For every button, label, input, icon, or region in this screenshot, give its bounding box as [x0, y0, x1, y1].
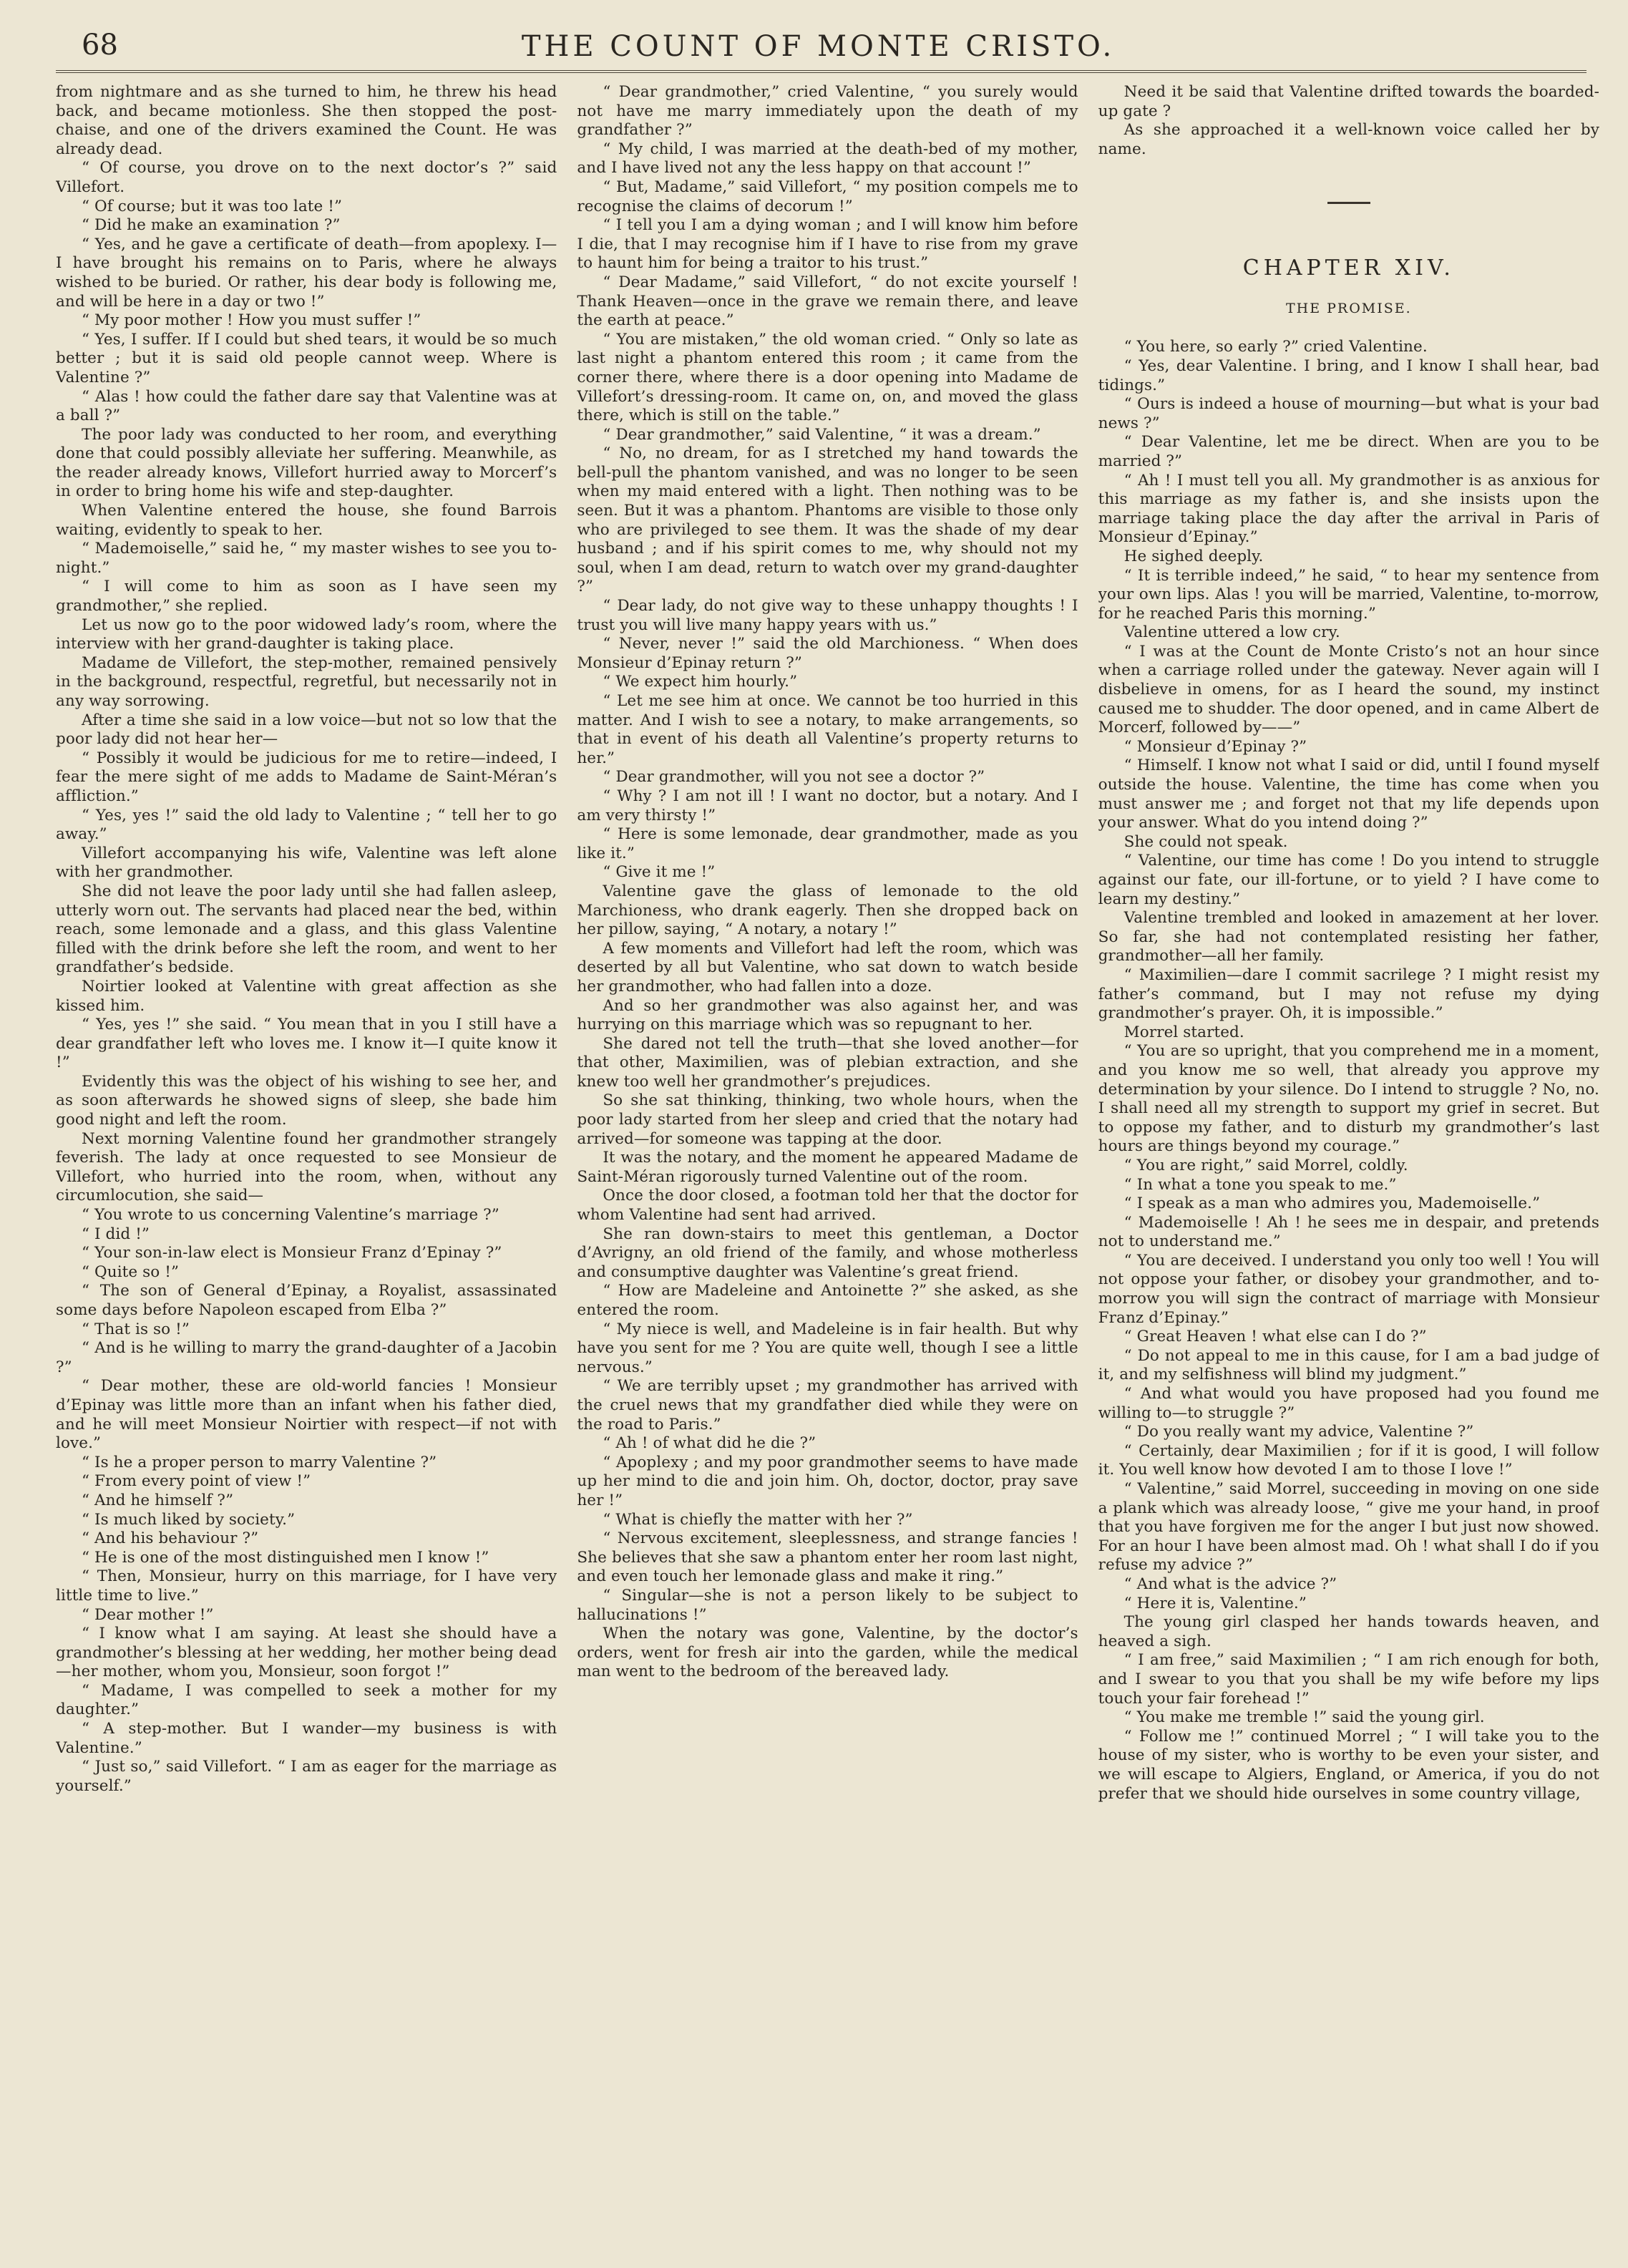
paragraph: “ Here is some lemonade, dear grandmother, made as you like it.”: [577, 825, 1078, 862]
running-title: THE COUNT OF MONTE CRISTO.: [521, 30, 1116, 63]
paragraph: “ Yes, and he gave a certificate of death—from apoplexy. I—I have brought his remains on to Paris, where he always wished to be buried. Or rather, his dear body is following me, and will be here in a day or two !”: [56, 235, 557, 311]
column-left: [56, 83, 557, 2254]
column-right: [1098, 83, 1599, 2254]
paragraph: “ Great Heaven ! what else can I do ?”: [1123, 1328, 1427, 1346]
paragraph: “ You are right,” said Morrel, coldly.: [1123, 1156, 1408, 1174]
paragraph: “ Here it is, Valentine.”: [1123, 1594, 1307, 1612]
paragraph: “ A step-mother. But I wander—my business is with Valentine.”: [56, 1720, 557, 1757]
paragraph: Madame de Villefort, the step-mother, remained pensively in the background, respectful, regretful, but necessarily not in any way sorrowing.: [56, 653, 557, 710]
paragraph: After a time she said in a low voice—but not so low that the poor lady did not hear her—: [56, 711, 557, 749]
paragraph: “ My niece is well, and Madeleine is in fair health. But why have you sent for me ? You are quite well, though I see a little nervous.”: [577, 1320, 1078, 1376]
page-number: 68: [82, 29, 118, 62]
paragraph: “ Dear grandmother, will you not see a doctor ?”: [603, 768, 985, 787]
paragraph: “ What is chiefly the matter with her ?”: [603, 1510, 913, 1529]
paragraph: “ I tell you I am a dying woman ; and I will know him before I die, that I may recognise him if I have to rise from my grave to haunt him for being a traitor to his trust.”: [577, 216, 1078, 273]
paragraph: Villefort accompanying his wife, Valentine was left alone with her grandmother.: [56, 844, 557, 882]
paragraph: “ I did !”: [82, 1225, 150, 1243]
paragraph: “ Do not appeal to me in this cause, for I am a bad judge of it, and my selfishness will blind my judgment.”: [1098, 1346, 1599, 1384]
paragraph: “ No, no dream, for as I stretched my hand towards the bell-pull the phantom vanished, and was no longer to be seen when my maid entered with a light. Then nothing was to be seen. But it was a phantom. Phantoms are visible to those only who are privileged to see them. It was the shade of my dear husband ; and if his spirit comes to me, why should not my soul, when I am dead, return to watch over my grand-daughter ?”: [577, 444, 1078, 596]
paragraph: “ And he himself ?”: [82, 1491, 234, 1509]
paragraph: “ Dear lady, do not give way to these unhappy thoughts ! I trust you will live many happy years with us.”: [577, 597, 1078, 634]
column-middle: [577, 83, 1078, 2254]
paragraph: “ Is he a proper person to marry Valentine ?”: [82, 1453, 437, 1471]
paragraph: Need it be said that Valentine drifted towards the boarded-up gate ?: [1098, 83, 1599, 120]
paragraph: “ And what is the advice ?”: [1123, 1575, 1337, 1593]
paragraph: So she sat thinking, thinking, two whole hours, when the poor lady started from her sleep and cried that the notary had arrived—for someone was tapping at the door.: [577, 1091, 1078, 1148]
header-rule: [56, 70, 1586, 73]
paragraph: “ Mademoiselle ! Ah ! he sees me in despair, and pretends not to understand me.”: [1098, 1213, 1599, 1251]
paragraph: “ Ah ! I must tell you all. My grandmother is as anxious for this marriage as my father is, and she insists upon the marriage taking place the day after the arrival in Paris of Monsieur d’Epinay.”: [1098, 471, 1599, 547]
paragraph: “ Monsieur d’Epinay ?”: [1123, 737, 1307, 756]
paragraph: Let us now go to the poor widowed lady’s room, where the interview with her grand-daughter is taking place.: [56, 615, 557, 653]
paragraph: “ Dear mother !”: [82, 1605, 214, 1624]
paragraph: “ You are so upright, that you comprehend me in a moment, and you know me so well, that already you approve my determination by your silence. Do I intend to struggle ? No, no. I shall need all my strength to support my grief in secret. But to oppose my father, and to disturb my grandmother’s last hours are things beyond my courage.”: [1098, 1042, 1599, 1156]
paragraph: When Valentine entered the house, she found Barrois waiting, evidently to speak to her.: [56, 502, 557, 539]
paragraph: “ That is so !”: [82, 1320, 190, 1338]
paragraph: Noirtier looked at Valentine with great affection as she kissed him.: [56, 977, 557, 1015]
paragraph: “ Valentine,” said Morrel, succeeding in moving on one side a plank which was already loose, “ give me your hand, in proof that you have forgiven me for the anger I but just now showed. For an hour I have been almost mad. Oh ! what shall I do if you refuse my advice ?”: [1098, 1480, 1599, 1575]
paragraph: “ I will come to him as soon as I have seen my grandmother,” she replied.: [56, 578, 557, 615]
paragraph: “ Maximilien—dare I commit sacrilege ? I might resist my father’s command, but I may not refuse my dying grandmother’s prayer. Oh, it is impossible.”: [1098, 965, 1599, 1023]
chapter-title: CHAPTER XIV.: [1242, 255, 1455, 281]
chapter-subtitle: THE PROMISE.: [1285, 301, 1412, 317]
paragraph: “ Your son-in-law elect is Monsieur Franz d’Epinay ?”: [82, 1244, 502, 1262]
paragraph: “ Yes, yes !” she said. “ You mean that in you I still have a dear grandfather left who loves me. I know it—I quite know it !”: [56, 1016, 557, 1072]
paragraph: “ Give it me !”: [603, 863, 716, 882]
paragraph: “ Alas ! how could the father dare say that Valentine was at a ball ?”: [56, 387, 557, 425]
paragraph: “ I am free,” said Maximilien ; “ I am rich enough for both, and I swear to you that you shall be my wife before my lips touch your fair forehead !”: [1098, 1651, 1599, 1708]
paragraph: “ We are terribly upset ; my grandmother has arrived with the cruel news that my grandfather died while they were on the road to Paris.”: [577, 1377, 1078, 1434]
text-columns: [56, 83, 1599, 2254]
section-divider: [1327, 202, 1370, 204]
column-intro: [1098, 83, 1599, 159]
paragraph: “ Apoplexy ; and my poor grandmother seems to have made up her mind to die and join him. Oh, doctor, doctor, pray save her !”: [577, 1453, 1078, 1509]
paragraph: He sighed deeply.: [1123, 547, 1264, 565]
paragraph: “ Dear Valentine, let me be direct. When are you to be married ?”: [1098, 433, 1599, 470]
paragraph: “ Nervous excitement, sleeplessness, and strange fancies ! She believes that she saw a phantom enter her room last night, and even touch her lemonade glass and make it ring.”: [577, 1529, 1078, 1586]
paragraph: “ Of course; but it was too late !”: [82, 197, 343, 215]
paragraph: “ Dear grandmother,” said Valentine, “ it was a dream.”: [603, 425, 1041, 444]
paragraph: Morrel started.: [1123, 1023, 1244, 1041]
paragraph: “ Yes, dear Valentine. I bring, and I know I shall hear, bad tidings.”: [1098, 356, 1599, 394]
paragraph: “ Let me see him at once. We cannot be too hurried in this matter. And I wish to see a notary, to make arrangements, so that in event of his death all Valentine’s property returns to her.”: [577, 692, 1078, 767]
paragraph: “ My poor mother ! How you must suffer !”: [82, 311, 421, 330]
paragraph: “ But, Madame,” said Villefort, “ my position compels me to recognise the claims of decorum !”: [577, 177, 1078, 215]
paragraph: “ You make me tremble !” said the young girl.: [1123, 1708, 1485, 1727]
paragraph: “ I was at the Count de Monte Cristo’s not an hour since when a carriage rolled under the gateway. Never again will I disbelieve in omens, for as I heard the sound, my instinct caused me to shudder. The door opened, and in came Albert de Morcerf, followed by——”: [1098, 642, 1599, 737]
paragraph: “ Just so,” said Villefort. “ I am as eager for the marriage as yourself.”: [56, 1758, 557, 1795]
paragraph: “ Ah ! of what did he die ?”: [603, 1434, 817, 1453]
paragraph: “ We expect him hourly.”: [603, 673, 798, 691]
paragraph: She could not speak.: [1123, 832, 1288, 851]
paragraph: As she approached it a well-known voice called her by name.: [1098, 121, 1599, 158]
paragraph: “ Of course, you drove on to the next doctor’s ?” said Villefort.: [56, 159, 557, 196]
paragraph: “ Singular—she is not a person likely to be subject to hallucinations !”: [577, 1586, 1078, 1624]
paragraph: “ Valentine, our time has come ! Do you intend to struggle against our fate, our ill-fortune, or to yield ? I have come to learn my destiny.”: [1098, 852, 1599, 908]
paragraph: “ Do you really want my advice, Valentine ?”: [1123, 1423, 1474, 1441]
paragraph: “ Certainly, dear Maximilien ; for if it is good, I will follow it. You well know how devoted I am to those I love !”: [1098, 1441, 1599, 1479]
paragraph: “ In what a tone you speak to me.”: [1123, 1175, 1397, 1194]
paragraph: “ Never, never !” said the old Marchioness. “ When does Monsieur d’Epinay return ?”: [577, 635, 1078, 672]
paragraph: Evidently this was the object of his wishing to see her, and as soon afterwards he showed signs of sleep, she bade him good night and left the room.: [56, 1072, 557, 1129]
paragraph: She did not leave the poor lady until she had fallen asleep, utterly worn out. The servants had placed near the bed, within reach, some lemonade and a glass, and this glass Valentine filled with the drink before she left the room, and went to her grandfather’s bedside.: [56, 882, 557, 977]
paragraph: “ Did he make an examination ?”: [82, 216, 341, 235]
paragraph: Valentine trembled and looked in amazement at her lover. So far, she had not contemplated resisting her father, grandmother—all her family.: [1098, 909, 1599, 965]
paragraph: It was the notary, and the moment he appeared Madame de Saint-Méran rigorously turned Valentine out of the room.: [577, 1149, 1078, 1186]
paragraph: from nightmare and as she turned to him, he threw his head back, and became motionless. She then stopped the post-chaise, and one of the drivers examined the Count. He was already dead.: [56, 83, 557, 158]
paragraph: “ I speak as a man who admires you, Mademoiselle.”: [1123, 1194, 1541, 1213]
paragraph: “ It is terrible indeed,” he said, “ to hear my sentence from your own lips. Alas ! you will be married, Valentine, to-morrow, for he reached Paris this morning.”: [1098, 566, 1599, 623]
paragraph: “ He is one of the most distinguished men I know !”: [82, 1548, 489, 1567]
paragraph: “ Why ? I am not ill ! I want no doctor, but a notary. And I am very thirsty !”: [577, 787, 1078, 824]
paragraph: “ And what would you have proposed had you found me willing to—to struggle ?”: [1098, 1385, 1599, 1422]
paragraph: “ How are Madeleine and Antoinette ?” she asked, as she entered the room.: [577, 1282, 1078, 1319]
paragraph: “ Himself. I know not what I said or did, until I found myself outside the house. Valentine, the time has come when you must answer me ; and forget not that my life depends upon your answer. What do you intend doing ?”: [1098, 756, 1599, 832]
paragraph: “ You here, so early ?” cried Valentine.: [1123, 338, 1428, 356]
paragraph: “ Is much liked by society.”: [82, 1510, 296, 1529]
paragraph: “ Mademoiselle,” said he, “ my master wishes to see you to-night.”: [56, 540, 557, 577]
paragraph: Once the door closed, a footman told her that the doctor for whom Valentine had sent had arrived.: [577, 1187, 1078, 1225]
paragraph: “ You wrote to us concerning Valentine’s marriage ?”: [82, 1206, 499, 1225]
paragraph: “ Possibly it would be judicious for me to retire—indeed, I fear the mere sight of me adds to Madame de Saint-Méran’s affliction.”: [56, 749, 557, 805]
paragraph: Next morning Valentine found her grandmother strangely feverish. The lady at once requested to see Monsieur de Villefort, who hurried into the room, when, without any circumlocution, she said—: [56, 1129, 557, 1205]
paragraph: “ Dear Madame,” said Villefort, “ do not excite yourself ! Thank Heaven—once in the grave we remain there, and leave the earth at peace.”: [577, 273, 1078, 330]
paragraph: And so her grandmother was also against her, and was hurrying on this marriage which was so repugnant to her.: [577, 996, 1078, 1034]
paragraph: “ Yes, yes !” said the old lady to Valentine ; “ tell her to go away.”: [56, 806, 557, 844]
paragraph: “ Quite so !”: [82, 1262, 180, 1281]
paragraph: “ Yes, I suffer. If I could but shed tears, it would be so much better ; but it is said old people cannot weep. Where is Valentine ?”: [56, 330, 557, 386]
paragraph: “ From every point of view !”: [82, 1472, 311, 1491]
page-header: [50, 29, 1586, 76]
paragraph: “ Ours is indeed a house of mourning—but what is your bad news ?”: [1098, 395, 1599, 432]
paragraph: “ And his behaviour ?”: [82, 1529, 259, 1548]
paragraph: “ Dear grandmother,” cried Valentine, “ you surely would not have me marry immediately upon the death of my grandfather ?”: [577, 83, 1078, 140]
paragraph: “ Dear mother, these are old-world fancies ! Monsieur d’Epinay was little more than an infant when his father died, and he will meet Monsieur Noirtier with respect—if not with love.”: [56, 1377, 557, 1453]
paragraph: She ran down-stairs to meet this gentleman, a Doctor d’Avrigny, an old friend of the family, and whose motherless and consumptive daughter was Valentine’s great friend.: [577, 1225, 1078, 1281]
paragraph: “ Follow me !” continued Morrel ; “ I will take you to the house of my sister, who is worthy to be even your sister, and we will escape to Algiers, England, or America, if you do not prefer that we should hide ourselves in some country village,: [1098, 1727, 1599, 1803]
paragraph: When the notary was gone, Valentine, by the doctor’s orders, went for fresh air into the garden, while the medical man went to the bedroom of the bereaved lady.: [577, 1625, 1078, 1681]
paragraph: The young girl clasped her hands towards heaven, and heaved a sigh.: [1098, 1613, 1599, 1650]
paragraph: “ Madame, I was compelled to seek a mother for my daughter.”: [56, 1681, 557, 1719]
paragraph: “ You are deceived. I understand you only too well ! You will not oppose your father, or disobey your grandmother, and to-morrow you will sign the contract of marriage with Monsieur Franz d’Epinay.”: [1098, 1251, 1599, 1327]
chapter-body: [1098, 338, 1599, 1804]
paragraph: Valentine uttered a low cry.: [1123, 623, 1340, 642]
paragraph: The poor lady was conducted to her room, and everything done that could possibly alleviate her suffering. Meanwhile, as the reader already knows, Villefort hurried away to Morcerf’s in order to bring home his wife and step-daughter.: [56, 425, 557, 501]
paragraph: “ And is he willing to marry the grand-daughter of a Jacobin ?”: [56, 1339, 557, 1376]
paragraph: “ You are mistaken,” the old woman cried. “ Only so late as last night a phantom entered this room ; it came from the corner there, where there is a door opening into Madame de Villefort’s dressing-room. It came on, on, and moved the glass there, which is still on the table.”: [577, 330, 1078, 425]
paragraph: She dared not tell the truth—that she loved another—for that other, Maximilien, was of plebian extraction, and she knew too well her grandmother’s prejudices.: [577, 1034, 1078, 1091]
paragraph: “ My child, I was married at the death-bed of my mother, and I have lived not any the less happy on that account !”: [577, 140, 1078, 177]
paragraph: “ I know what I am saying. At least she should have a grandmother’s blessing at her wedding, her mother being dead—her mother, whom you, Monsieur, soon forgot !”: [56, 1625, 557, 1681]
paragraph: “ The son of General d’Epinay, a Royalist, assassinated some days before Napoleon escaped from Elba ?”: [56, 1282, 557, 1319]
paragraph: “ Then, Monsieur, hurry on this marriage, for I have very little time to live.”: [56, 1567, 557, 1605]
paragraph: A few moments and Villefort had left the room, which was deserted by all but Valentine, who sat down to watch beside her grandmother, who had fallen into a doze.: [577, 939, 1078, 996]
paragraph: Valentine gave the glass of lemonade to the old Marchioness, who drank eagerly. Then she dropped back on her pillow, saying, “ A notary, a notary !”: [577, 882, 1078, 939]
